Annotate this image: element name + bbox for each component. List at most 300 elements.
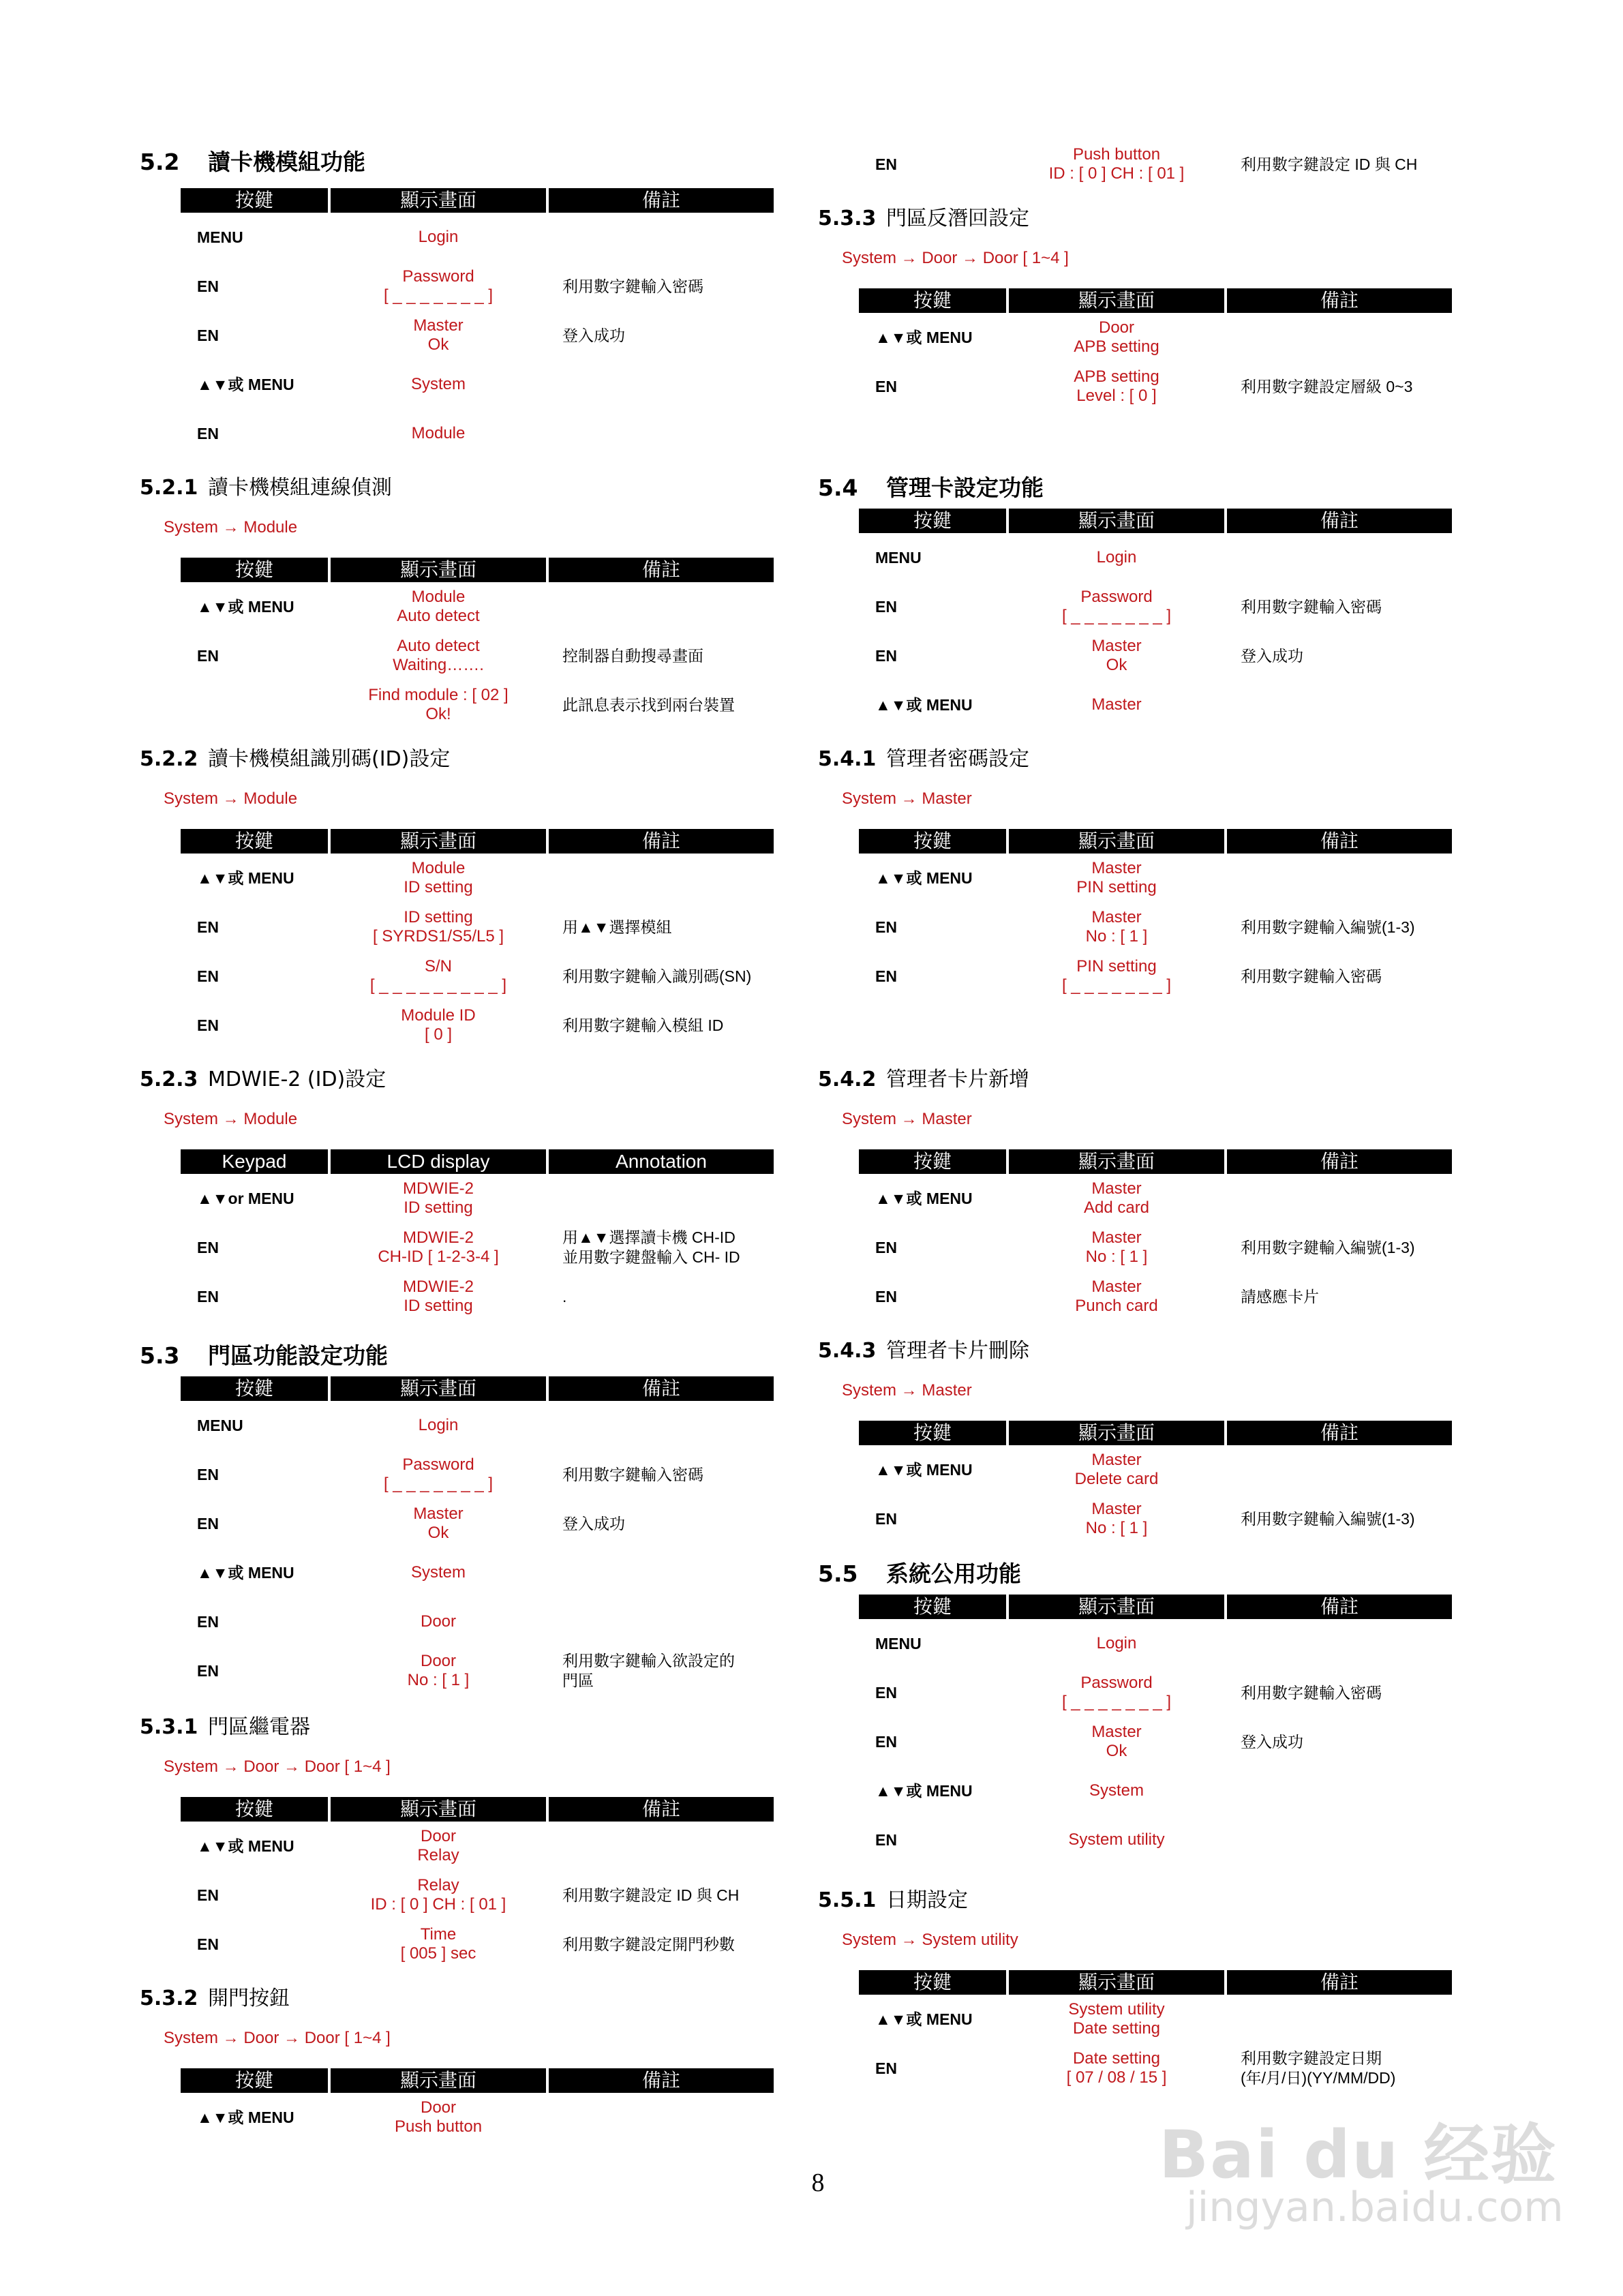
display-line: Add card — [1083, 1198, 1150, 1217]
header-keypad: 按鍵 — [181, 829, 328, 854]
key-cell: ▲▼或 MENU — [197, 869, 294, 887]
table-header — [859, 1149, 1452, 1174]
header-display: 顯示畫面 — [1009, 509, 1224, 533]
section-heading — [140, 145, 365, 177]
annotation-cell — [562, 262, 780, 311]
key-cell: ▲▼或 MENU — [875, 1190, 973, 1207]
display-line: Door — [420, 1652, 457, 1670]
annotation-cell — [562, 1548, 780, 1597]
section-number: 5.3.3 — [818, 207, 877, 230]
table-row — [859, 1766, 1452, 1815]
lcd-display-cell — [331, 1499, 546, 1548]
header-display: LCD display — [331, 1149, 546, 1174]
annotation-cell — [1241, 854, 1459, 903]
table-row — [181, 1272, 774, 1321]
key-cell: EN — [875, 918, 897, 936]
section-title: 讀卡機模組功能 — [208, 149, 365, 175]
menu-path: System → System utility — [842, 1931, 1018, 1949]
annotation-line: 門區 — [562, 1672, 594, 1689]
section-number: 5.4.1 — [818, 747, 877, 771]
header-annotation: 備註 — [549, 829, 774, 854]
annotation-line: 利用數字鍵輸入密碼 — [562, 1465, 703, 1483]
display-line: ID setting — [404, 878, 473, 896]
display-line: Relay — [417, 1846, 459, 1864]
key-cell: MENU — [875, 1635, 922, 1652]
header-annotation: 備註 — [1227, 829, 1452, 854]
annotation-cell — [562, 1920, 780, 1969]
lcd-display-cell — [331, 1597, 546, 1646]
lcd-display-cell — [331, 1871, 546, 1920]
table-header — [859, 1421, 1452, 1445]
display-line: System — [410, 375, 466, 393]
annotation-cell — [1241, 362, 1459, 411]
annotation-line: 利用數字鍵輸入編號(1-3) — [1241, 1509, 1415, 1528]
header-keypad: 按鍵 — [859, 1421, 1006, 1445]
display-line: Ok — [427, 1524, 449, 1542]
table-row — [859, 362, 1452, 411]
display-line: Auto detect — [397, 637, 480, 655]
watermark-logo: Bai du 经验 — [1159, 2117, 1558, 2193]
key-cell: EN — [197, 1662, 219, 1680]
section-number: 5.2 — [140, 149, 180, 175]
table-row — [181, 1174, 774, 1223]
annotation-line: 此訊息表示找到兩台裝置 — [562, 695, 735, 714]
header-annotation: 備註 — [1227, 1595, 1452, 1619]
lcd-display-cell — [331, 262, 546, 311]
table-row — [859, 854, 1452, 903]
display-line: Punch card — [1075, 1297, 1158, 1315]
lcd-display-cell — [331, 1646, 546, 1695]
display-line: [ _ _ _ _ _ _ _ ] — [383, 286, 494, 305]
table-row — [859, 582, 1452, 631]
display-line: [ 0 ] — [424, 1025, 453, 1044]
annotation-cell — [1241, 952, 1459, 1001]
display-line: Relay — [417, 1876, 459, 1894]
display-line: System utility — [1068, 1830, 1165, 1849]
display-line: APB setting — [1074, 367, 1159, 386]
header-display: 顯示畫面 — [1009, 1421, 1224, 1445]
keypad-table — [859, 1595, 1452, 1864]
annotation-cell — [1241, 582, 1459, 631]
display-line: [ _ _ _ _ _ _ _ ] — [1061, 976, 1172, 995]
table-header — [859, 1595, 1452, 1619]
annotation-cell — [562, 680, 780, 729]
annotation-cell — [1241, 680, 1459, 729]
table-header — [181, 1797, 774, 1822]
key-cell: EN — [875, 1831, 897, 1849]
lcd-display-cell — [331, 903, 546, 952]
annotation-cell — [562, 1223, 780, 1272]
key-cell: EN — [197, 1886, 219, 1904]
lcd-display-cell — [331, 1450, 546, 1499]
table-row — [859, 2044, 1452, 2093]
watermark-url: jingyan.baidu.com — [1186, 2184, 1564, 2231]
table-row — [859, 1272, 1452, 1321]
table-row — [181, 1548, 774, 1597]
display-line: S/N — [424, 957, 452, 976]
key-cell: ▲▼或 MENU — [197, 2109, 294, 2126]
annotation-cell — [562, 1597, 780, 1646]
table-header — [859, 509, 1452, 533]
table-row — [859, 1619, 1452, 1668]
display-line: Password — [402, 1455, 474, 1474]
display-line: Master — [413, 1505, 464, 1523]
subsection-heading — [140, 1710, 310, 1740]
table-row — [181, 1001, 774, 1050]
lcd-display-cell — [1009, 533, 1224, 582]
key-cell: ▲▼或 MENU — [197, 376, 294, 393]
section-title: MDWIE-2 (ID)設定 — [208, 1068, 386, 1091]
section-title: 開門按鈕 — [208, 1987, 290, 2010]
header-display: 顯示畫面 — [1009, 829, 1224, 854]
table-row — [181, 631, 774, 680]
key-cell: EN — [197, 277, 219, 295]
annotation-cell — [1241, 1174, 1459, 1223]
display-line: PIN setting — [1076, 957, 1157, 976]
key-cell: EN — [875, 967, 897, 985]
header-keypad: 按鍵 — [859, 1149, 1006, 1174]
keypad-table — [859, 1421, 1452, 1543]
key-cell: MENU — [197, 228, 243, 246]
key-cell: EN — [197, 1016, 219, 1034]
keypad-table — [859, 829, 1452, 1001]
table-row — [181, 1822, 774, 1871]
table-row — [181, 409, 774, 458]
menu-path: System → Door → Door [ 1~4 ] — [164, 1757, 391, 1776]
annotation-cell — [562, 1174, 780, 1223]
lcd-display-cell — [1009, 1717, 1224, 1766]
section-number: 5.2.3 — [140, 1068, 198, 1091]
display-line: Password — [1080, 588, 1153, 606]
display-line: Password — [1080, 1674, 1153, 1692]
table-row — [859, 533, 1452, 582]
keypad-table — [181, 1797, 774, 1969]
section-title: 讀卡機模組連線偵測 — [208, 476, 392, 500]
menu-path: System → Master — [842, 1110, 972, 1128]
display-line: [ 005 ] sec — [400, 1944, 476, 1963]
display-line: Master — [1091, 1278, 1142, 1296]
annotation-line: 利用數字鍵輸入密碼 — [1241, 967, 1382, 985]
annotation-line: 用▲▼選擇讀卡機 CH-ID — [562, 1228, 735, 1246]
table-header — [181, 1376, 774, 1401]
subsection-heading — [818, 742, 1029, 772]
keypad-table — [181, 829, 774, 1050]
key-cell: ▲▼或 MENU — [875, 869, 973, 887]
header-annotation: 備註 — [549, 558, 774, 582]
display-line: Module ID — [401, 1006, 476, 1025]
key-cell: EN — [875, 155, 897, 173]
section-heading — [140, 1338, 388, 1370]
display-line: Push button — [394, 2117, 483, 2136]
annotation-line: 利用數字鍵輸入識別碼(SN) — [562, 967, 752, 985]
section-title: 系統公用功能 — [886, 1560, 1021, 1587]
annotation-cell — [562, 1822, 780, 1871]
keypad-table — [181, 558, 774, 729]
lcd-display-cell — [331, 1920, 546, 1969]
subsection-heading — [818, 201, 1029, 231]
section-number: 5.4.2 — [818, 1068, 877, 1091]
display-line: Ok — [427, 335, 449, 354]
lcd-display-cell — [1009, 313, 1224, 362]
display-line: No : [ 1 ] — [1085, 1248, 1148, 1266]
display-line: CH-ID [ 1-2-3-4 ] — [378, 1248, 499, 1266]
annotation-cell — [562, 1272, 780, 1321]
lcd-display-cell — [1009, 631, 1224, 680]
table-row — [181, 311, 774, 360]
key-cell: ▲▼or MENU — [197, 1190, 294, 1207]
lcd-display-cell — [1009, 1494, 1224, 1543]
table-row — [859, 1668, 1452, 1717]
display-line: MDWIE-2 — [403, 1278, 474, 1296]
annotation-cell — [1241, 1815, 1459, 1864]
header-keypad: 按鍵 — [859, 509, 1006, 533]
section-number: 5.2.2 — [140, 747, 198, 771]
table-header — [859, 288, 1452, 313]
table-row — [181, 854, 774, 903]
display-line: [ _ _ _ _ _ _ _ ] — [1061, 1693, 1172, 1711]
key-cell: EN — [197, 327, 219, 344]
lcd-display-cell — [1009, 1445, 1224, 1494]
annotation-cell — [1241, 1223, 1459, 1272]
annotation-line: 利用數字鍵設定開門秒數 — [562, 1935, 735, 1953]
display-line: Login — [418, 1416, 459, 1434]
header-display: 顯示畫面 — [1009, 1970, 1224, 1995]
annotation-cell — [562, 1401, 780, 1450]
lcd-display-cell — [331, 952, 546, 1001]
display-line: Door — [420, 2098, 457, 2117]
lcd-display-cell — [331, 1822, 546, 1871]
annotation-cell — [562, 409, 780, 458]
menu-path: System → Door → Door [ 1~4 ] — [842, 249, 1069, 267]
annotation-cell — [562, 213, 780, 262]
table-header — [181, 188, 774, 213]
lcd-display-cell — [1009, 952, 1224, 1001]
display-line: APB setting — [1074, 337, 1159, 356]
key-cell: EN — [875, 1239, 897, 1256]
lcd-display-cell — [331, 409, 546, 458]
section-number: 5.4.3 — [818, 1339, 877, 1363]
annotation-line: 利用數字鍵輸入密碼 — [562, 277, 703, 295]
display-line: Master — [1091, 1500, 1142, 1518]
menu-path: System → Module — [164, 518, 298, 537]
lcd-display-cell — [1009, 1223, 1224, 1272]
keypad-table — [859, 1970, 1452, 2093]
table-row — [181, 360, 774, 409]
table-row — [181, 903, 774, 952]
section-number: 5.3.2 — [140, 1987, 198, 2010]
section-number: 5.5 — [818, 1560, 858, 1587]
keypad-table — [859, 509, 1452, 729]
lcd-display-cell — [1009, 1815, 1224, 1864]
display-line: Master — [1091, 908, 1142, 926]
lcd-display-cell — [1009, 140, 1224, 189]
table-row — [181, 2093, 774, 2142]
lcd-display-cell — [1009, 680, 1224, 729]
annotation-line: 利用數字鍵設定日期 — [1241, 2049, 1382, 2067]
annotation-line: 利用數字鍵輸入編號(1-3) — [1241, 1238, 1415, 1256]
keypad-table — [181, 188, 774, 458]
table-row — [181, 1920, 774, 1969]
annotation-line: 控制器自動搜尋畫面 — [562, 646, 703, 665]
keypad-table — [181, 1376, 774, 1695]
key-cell: EN — [197, 1239, 219, 1256]
table-row — [181, 1223, 774, 1272]
annotation-line: 登入成功 — [1241, 1732, 1303, 1751]
annotation-cell — [562, 903, 780, 952]
display-line: Waiting……. — [393, 656, 484, 674]
display-line: Time — [420, 1925, 457, 1944]
lcd-display-cell — [1009, 903, 1224, 952]
lcd-display-cell — [1009, 2044, 1224, 2093]
display-line: [ _ _ _ _ _ _ _ ] — [383, 1475, 494, 1493]
lcd-display-cell — [331, 1001, 546, 1050]
subsection-heading — [140, 1062, 386, 1092]
header-annotation: Annotation — [549, 1149, 774, 1174]
annotation-cell — [1241, 140, 1459, 189]
header-annotation: 備註 — [549, 1797, 774, 1822]
table-row — [181, 1871, 774, 1920]
subsection-heading — [818, 1333, 1029, 1363]
section-title: 管理卡設定功能 — [886, 474, 1044, 501]
display-line: Master — [1091, 859, 1142, 877]
table-row — [181, 952, 774, 1001]
lcd-display-cell — [1009, 1619, 1224, 1668]
display-line: Master — [1091, 695, 1142, 714]
display-line: System — [1089, 1781, 1144, 1800]
table-row — [859, 952, 1452, 1001]
annotation-cell — [562, 1499, 780, 1548]
lcd-display-cell — [1009, 1766, 1224, 1815]
annotation-line: 利用數字鍵輸入密碼 — [1241, 597, 1382, 616]
display-line: Login — [1096, 548, 1137, 567]
annotation-cell — [1241, 1717, 1459, 1766]
display-line: Level : [ 0 ] — [1076, 387, 1157, 405]
lcd-display-cell — [1009, 1995, 1224, 2044]
annotation-line: 用▲▼選擇模組 — [562, 918, 672, 936]
section-number: 5.2.1 — [140, 476, 198, 500]
lcd-display-cell — [331, 213, 546, 262]
display-line: Module — [411, 859, 466, 877]
table-row — [181, 262, 774, 311]
key-cell: EN — [197, 1466, 219, 1483]
section-title: 管理者密碼設定 — [886, 747, 1029, 771]
key-cell: EN — [197, 1935, 219, 1953]
table-row — [181, 1597, 774, 1646]
header-display: 顯示畫面 — [331, 1797, 546, 1822]
keypad-table — [859, 1149, 1452, 1321]
lcd-display-cell — [331, 311, 546, 360]
header-annotation: 備註 — [549, 2068, 774, 2093]
annotation-cell — [1241, 631, 1459, 680]
annotation-line: 並用數字鍵盤輸入 CH- ID — [562, 1248, 740, 1266]
display-line: Door — [420, 1827, 457, 1845]
lcd-display-cell — [1009, 1174, 1224, 1223]
header-display: 顯示畫面 — [331, 1376, 546, 1401]
annotation-line: 利用數字鍵輸入密碼 — [1241, 1683, 1382, 1702]
header-annotation: 備註 — [1227, 1970, 1452, 1995]
table-row — [859, 1445, 1452, 1494]
annotation-line: 利用數字鍵設定 ID 與 CH — [562, 1886, 740, 1904]
annotation-line: 利用數字鍵設定 ID 與 CH — [1241, 155, 1418, 173]
display-line: Login — [418, 228, 459, 246]
table-row — [859, 313, 1452, 362]
display-line: [ _ _ _ _ _ _ _ ] — [1061, 607, 1172, 625]
table-row — [859, 1223, 1452, 1272]
annotation-cell — [1241, 903, 1459, 952]
header-keypad: Keypad — [181, 1149, 328, 1174]
header-display: 顯示畫面 — [331, 2068, 546, 2093]
display-line: ID : [ 0 ] CH : [ 01 ] — [1048, 164, 1185, 183]
section-heading — [818, 1556, 1021, 1588]
table-header — [859, 829, 1452, 854]
display-line: Find module : [ 02 ] — [368, 686, 509, 704]
section-title: 門區功能設定功能 — [208, 1342, 388, 1369]
header-keypad: 按鍵 — [859, 1970, 1006, 1995]
key-cell: EN — [197, 425, 219, 442]
key-cell: ▲▼或 MENU — [197, 1837, 294, 1855]
key-cell: EN — [197, 1613, 219, 1631]
keypad-table — [859, 140, 1452, 189]
header-display: 顯示畫面 — [331, 558, 546, 582]
key-cell: EN — [875, 598, 897, 616]
lcd-display-cell — [331, 680, 546, 729]
header-keypad: 按鍵 — [181, 2068, 328, 2093]
table-row — [181, 1499, 774, 1548]
display-line: ID setting — [404, 1198, 473, 1217]
keypad-table — [181, 2068, 774, 2142]
annotation-cell — [1241, 1272, 1459, 1321]
annotation-cell — [1241, 313, 1459, 362]
annotation-cell — [1241, 2044, 1459, 2093]
annotation-line: 利用數字鍵輸入模組 ID — [562, 1016, 724, 1034]
section-number: 5.3 — [140, 1342, 180, 1369]
key-cell: ▲▼或 MENU — [875, 329, 973, 346]
lcd-display-cell — [331, 854, 546, 903]
display-line: PIN setting — [1076, 878, 1157, 896]
menu-path: System → Module — [164, 789, 298, 808]
display-line: Auto detect — [397, 607, 480, 625]
lcd-display-cell — [331, 582, 546, 631]
table-row — [859, 1174, 1452, 1223]
header-annotation: 備註 — [549, 188, 774, 213]
display-line: ID setting — [404, 1297, 473, 1315]
annotation-line: 登入成功 — [1241, 646, 1303, 665]
subsection-heading — [818, 1883, 968, 1913]
keypad-table — [181, 1149, 774, 1321]
display-line: Module — [411, 588, 466, 606]
header-keypad: 按鍵 — [181, 188, 328, 213]
annotation-cell — [1241, 1766, 1459, 1815]
display-line: Ok — [1106, 1742, 1127, 1760]
lcd-display-cell — [331, 631, 546, 680]
annotation-line: 利用數字鍵輸入編號(1-3) — [1241, 918, 1415, 936]
display-line: MDWIE-2 — [403, 1179, 474, 1198]
table-header — [181, 558, 774, 582]
lcd-display-cell — [1009, 362, 1224, 411]
table-row — [859, 680, 1452, 729]
annotation-cell — [1241, 1668, 1459, 1717]
display-line: Master — [413, 316, 464, 335]
annotation-cell — [1241, 533, 1459, 582]
annotation-cell — [562, 582, 780, 631]
key-cell: EN — [875, 1684, 897, 1702]
display-line: Master — [1091, 1228, 1142, 1247]
display-line: No : [ 1 ] — [407, 1671, 470, 1689]
header-annotation: 備註 — [549, 1376, 774, 1401]
annotation-cell — [562, 1450, 780, 1499]
display-line: ID setting — [404, 908, 473, 926]
table-row — [859, 1815, 1452, 1864]
